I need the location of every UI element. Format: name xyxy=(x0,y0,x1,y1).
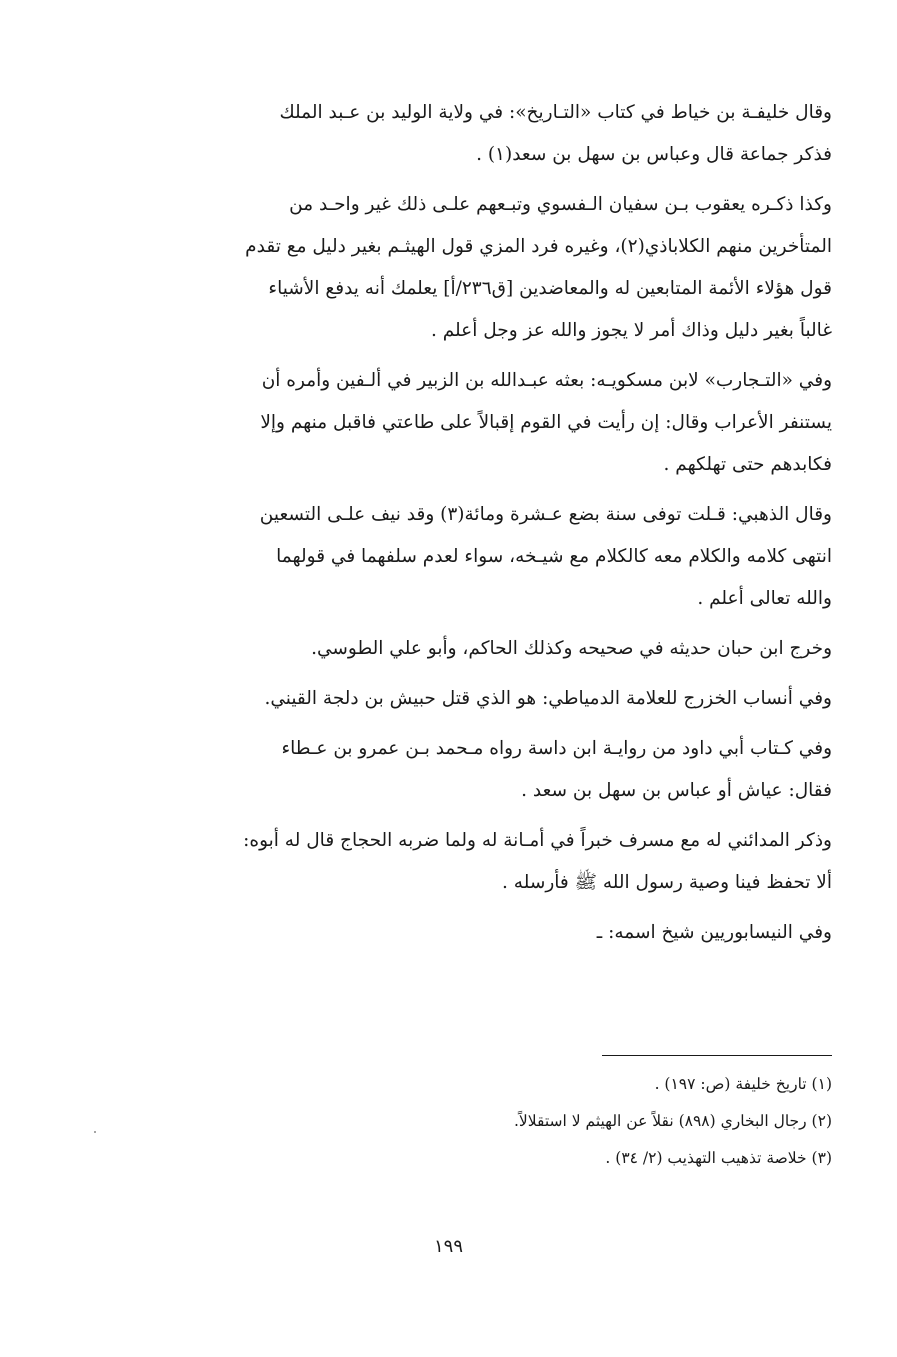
paragraph-tajarib xyxy=(130,360,832,486)
text-line: فذكر جماعة قال وعباس بن سهل بن سعد(١) . xyxy=(476,144,832,165)
text-line: فكابدهم حتى تهلكهم . xyxy=(663,454,832,475)
text-line: وقال الذهبي: قـلت توفى سنة بضع عـشرة ومائة(٣) وقد نيف علـى التسعين xyxy=(259,504,832,525)
text-line: ألا تحفظ فينا وصية رسول الله ﷺ فأرسله . xyxy=(502,872,832,893)
footnote-2: (٢) رجال البخاري (٨٩٨) نقلاً عن الهيثم لا استقلالاً. xyxy=(513,1112,832,1130)
main-text xyxy=(130,92,832,954)
text-line: والله تعالى أعلم . xyxy=(697,588,832,609)
text-line: فقال: عياش أو عباس بن سهل بن سعد . xyxy=(521,780,832,801)
text-line: وخرج ابن حبان حديثه في صحيحه وكذلك الحاكم، وأبو علي الطوسي. xyxy=(311,638,832,659)
paragraph-ansab-khazraj xyxy=(130,678,832,720)
text-line: وفي كـتاب أبي داود من روايـة ابن داسة رواه مـحمد بـن عمرو بن عـطاء xyxy=(281,738,832,759)
footnote-1: (١) تاريخ خليفة (ص: ١٩٧) . xyxy=(654,1075,832,1093)
page-number: ١٩٩ xyxy=(433,1236,463,1257)
paragraph-yaqub xyxy=(130,184,832,352)
footnotes xyxy=(300,1066,832,1177)
text-line: وكذا ذكـره يعقوب بـن سفيان الـفسوي وتبـعهم علـى ذلك غير واحـد من xyxy=(289,194,832,215)
paragraph-madaini xyxy=(130,820,832,904)
text-line: وفي النيسابوريين شيخ اسمه: ـ xyxy=(596,922,832,943)
paragraph-abu-dawud xyxy=(130,728,832,812)
text-line: المتأخرين منهم الكلاباذي(٢)، وغيره فرد المزي قول الهيثـم بغير دليل مع تقدم xyxy=(245,236,832,257)
text-line: وقال خليفـة بن خياط في كتاب «التـاريخ»: في ولاية الوليد بن عـبد الملك xyxy=(279,102,832,123)
text-line: وفي أنساب الخزرج للعلامة الدمياطي: هو الذي قتل حبيش بن دلجة القيني. xyxy=(264,688,832,709)
footnote-3: (٣) خلاصة تذهيب التهذيب (٢/ ٣٤) . xyxy=(605,1149,832,1167)
paragraph-nisaburiyyin xyxy=(130,912,832,954)
text-line: غالباً بغير دليل وذاك أمر لا يجوز والله عز وجل أعلم . xyxy=(430,320,832,341)
paragraph-dhahabi xyxy=(130,494,832,620)
footnote-separator xyxy=(602,1055,832,1056)
text-line: قول هؤلاء الأئمة المتابعين له والمعاضدين [ق٢٣٦/أ] يعلمك أنه يدفع الأشياء xyxy=(268,278,832,299)
scan-speck xyxy=(94,1131,96,1133)
text-line: وفي «التـجارب» لابن مسكويـه: بعثه عبـدالله بن الزبير في ألـفين وأمره أن xyxy=(261,370,832,391)
paragraph-ibn-hibban xyxy=(130,628,832,670)
paragraph-khalifa xyxy=(130,92,832,176)
text-line: وذكر المدائني له مع مسرف خبراً في أمـانة له ولما ضربه الحجاج قال له أبوه: xyxy=(243,830,832,851)
text-line: انتهى كلامه والكلام معه كالكلام مع شيـخه، سواء لعدم سلفهما في قولهما xyxy=(276,546,832,567)
text-line: يستنفر الأعراب وقال: إن رأيت في القوم إقبالاً على طاعتي فاقبل منهم وإلا xyxy=(260,412,832,433)
